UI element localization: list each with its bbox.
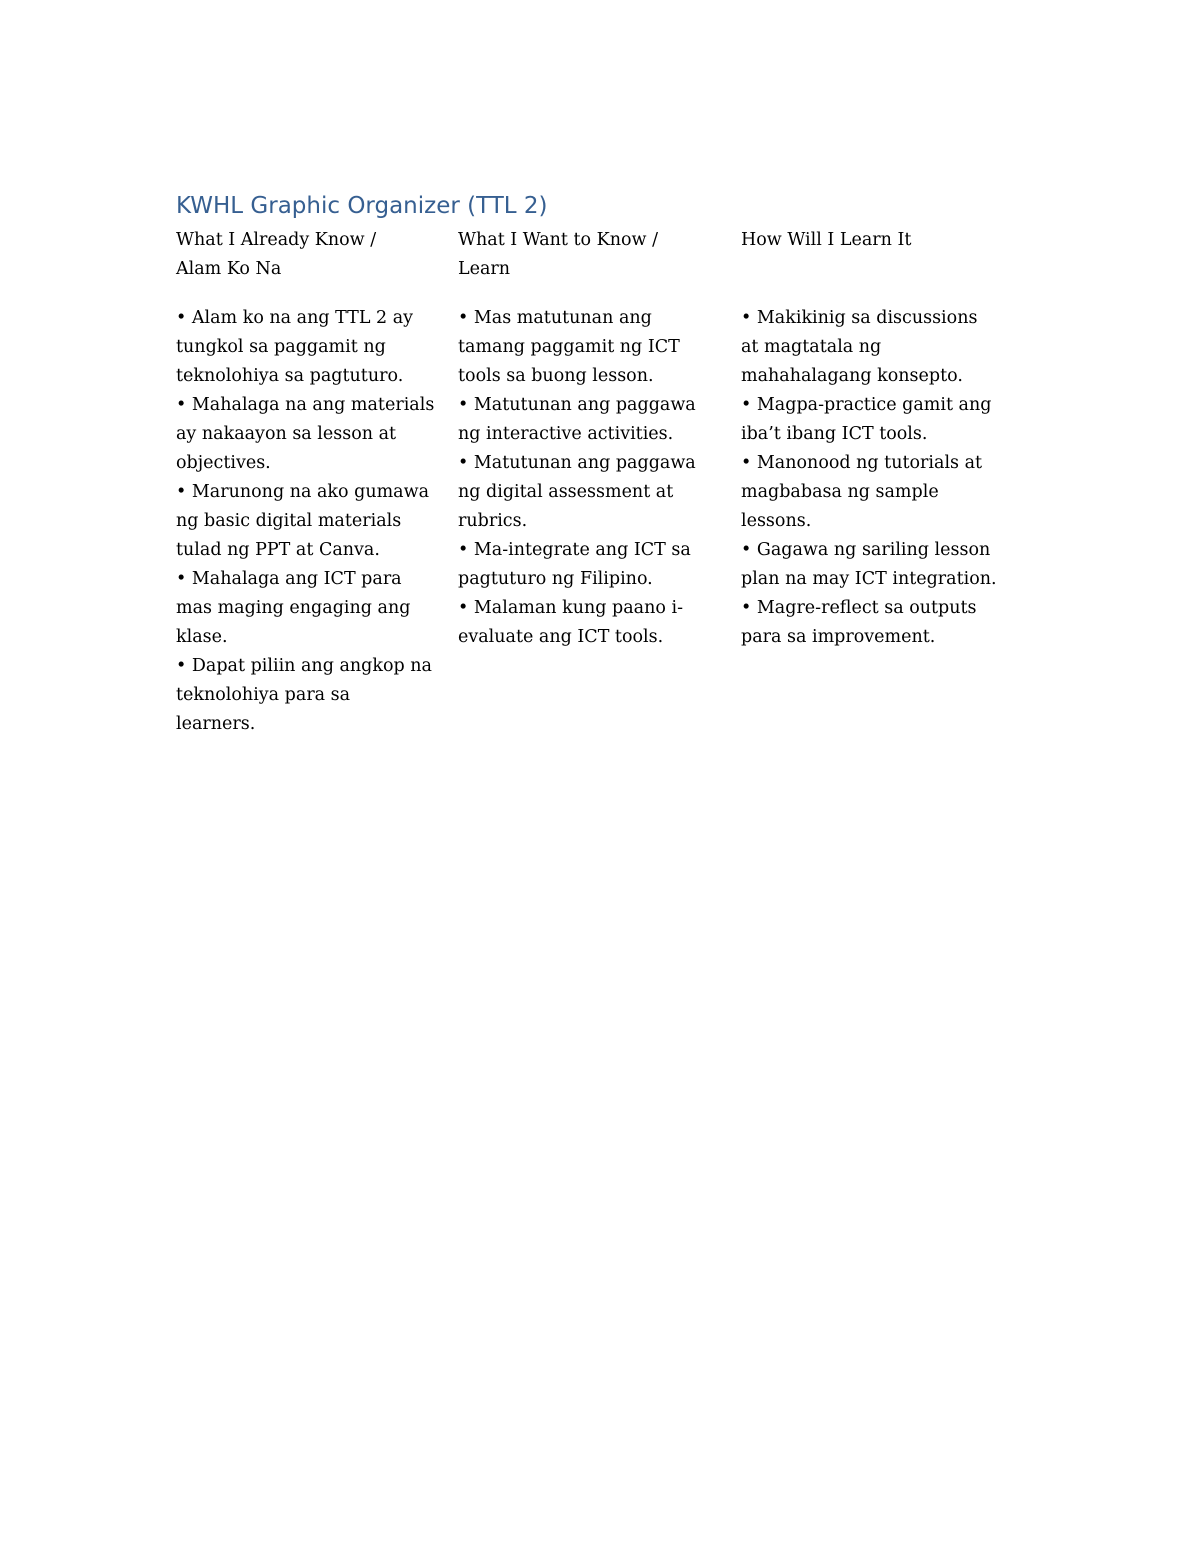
list-item-line: • Alam ko na ang TTL 2 ay xyxy=(176,308,414,328)
list-item-line: • Makikinig sa discussions xyxy=(741,308,978,328)
page-title: KWHL Graphic Organizer (TTL 2) xyxy=(176,193,548,219)
list-item-line: pagtuturo ng Filipino. xyxy=(458,569,653,589)
list-item-line: lessons. xyxy=(741,511,812,531)
list-item-line: • Mahalaga ang ICT para xyxy=(176,569,402,589)
list-item-line: objectives. xyxy=(176,453,271,473)
list-item-line: tools sa buong lesson. xyxy=(458,366,654,386)
list-item-line: klase. xyxy=(176,627,228,647)
column-heading xyxy=(458,226,730,284)
list-item-line: mahahalagang konsepto. xyxy=(741,366,963,386)
list-item-line: • Magpa-practice gamit ang xyxy=(741,395,992,415)
list-item-line: • Matutunan ang paggawa xyxy=(458,453,696,473)
list-item-line: tulad ng PPT at Canva. xyxy=(176,540,380,560)
list-item-line: para sa improvement. xyxy=(741,627,936,647)
list-item xyxy=(741,536,1013,594)
list-item-line: evaluate ang ICT tools. xyxy=(458,627,664,647)
list-item-line: plan na may ICT integration. xyxy=(741,569,997,589)
column-heading xyxy=(176,226,446,284)
column-already-know xyxy=(176,226,446,734)
list-item-line: ng digital assessment at xyxy=(458,482,674,502)
list-item-line: • Gagawa ng sariling lesson xyxy=(741,540,991,560)
list-item-line: ng basic digital materials xyxy=(176,511,402,531)
list-item-line: teknolohiya para sa xyxy=(176,685,351,705)
list-item xyxy=(458,304,730,391)
list-item-line: mas maging engaging ang xyxy=(176,598,411,618)
column-heading-line: What I Already Know / xyxy=(176,230,377,250)
list-item xyxy=(458,536,730,594)
list-item-line: • Mahalaga na ang materials xyxy=(176,395,435,415)
column-want-to-know xyxy=(458,226,730,647)
item-list xyxy=(741,304,1013,652)
column-heading-line: What I Want to Know / xyxy=(458,230,658,250)
column-heading-line: Alam Ko Na xyxy=(176,259,282,279)
list-item xyxy=(176,478,446,565)
list-item-line: • Manonood ng tutorials at xyxy=(741,453,983,473)
list-item-line: at magtatala ng xyxy=(741,337,882,357)
list-item-line: • Ma-integrate ang ICT sa xyxy=(458,540,691,560)
list-item xyxy=(176,391,446,478)
list-item-line: • Mas matutunan ang xyxy=(458,308,652,328)
item-list xyxy=(458,304,730,652)
column-heading xyxy=(741,226,1013,255)
list-item xyxy=(458,449,730,536)
list-item xyxy=(741,449,1013,536)
list-item-line: ay nakaayon sa lesson at xyxy=(176,424,397,444)
list-item-line: ng interactive activities. xyxy=(458,424,674,444)
column-heading-line: How Will I Learn It xyxy=(741,230,912,250)
column-heading-line: Learn xyxy=(458,259,511,279)
list-item-line: iba’t ibang ICT tools. xyxy=(741,424,928,444)
list-item xyxy=(176,304,446,391)
list-item-line: learners. xyxy=(176,714,256,734)
list-item-line: magbabasa ng sample xyxy=(741,482,939,502)
list-item-line: tamang paggamit ng ICT xyxy=(458,337,680,357)
list-item xyxy=(176,652,446,739)
list-item xyxy=(741,304,1013,391)
list-item-line: tungkol sa paggamit ng xyxy=(176,337,386,357)
list-item xyxy=(458,594,730,652)
column-how-will-i-learn xyxy=(741,226,1013,647)
list-item-line: • Matutunan ang paggawa xyxy=(458,395,696,415)
list-item-line: teknolohiya sa pagtuturo. xyxy=(176,366,404,386)
list-item-line: rubrics. xyxy=(458,511,528,531)
item-list xyxy=(176,304,446,739)
list-item-line: • Malaman kung paano i- xyxy=(458,598,683,618)
list-item-line: • Dapat piliin ang angkop na xyxy=(176,656,432,676)
list-item xyxy=(176,565,446,652)
list-item xyxy=(458,391,730,449)
list-item-line: • Marunong na ako gumawa xyxy=(176,482,430,502)
list-item-line: • Magre-reflect sa outputs xyxy=(741,598,977,618)
list-item xyxy=(741,594,1013,652)
list-item xyxy=(741,391,1013,449)
